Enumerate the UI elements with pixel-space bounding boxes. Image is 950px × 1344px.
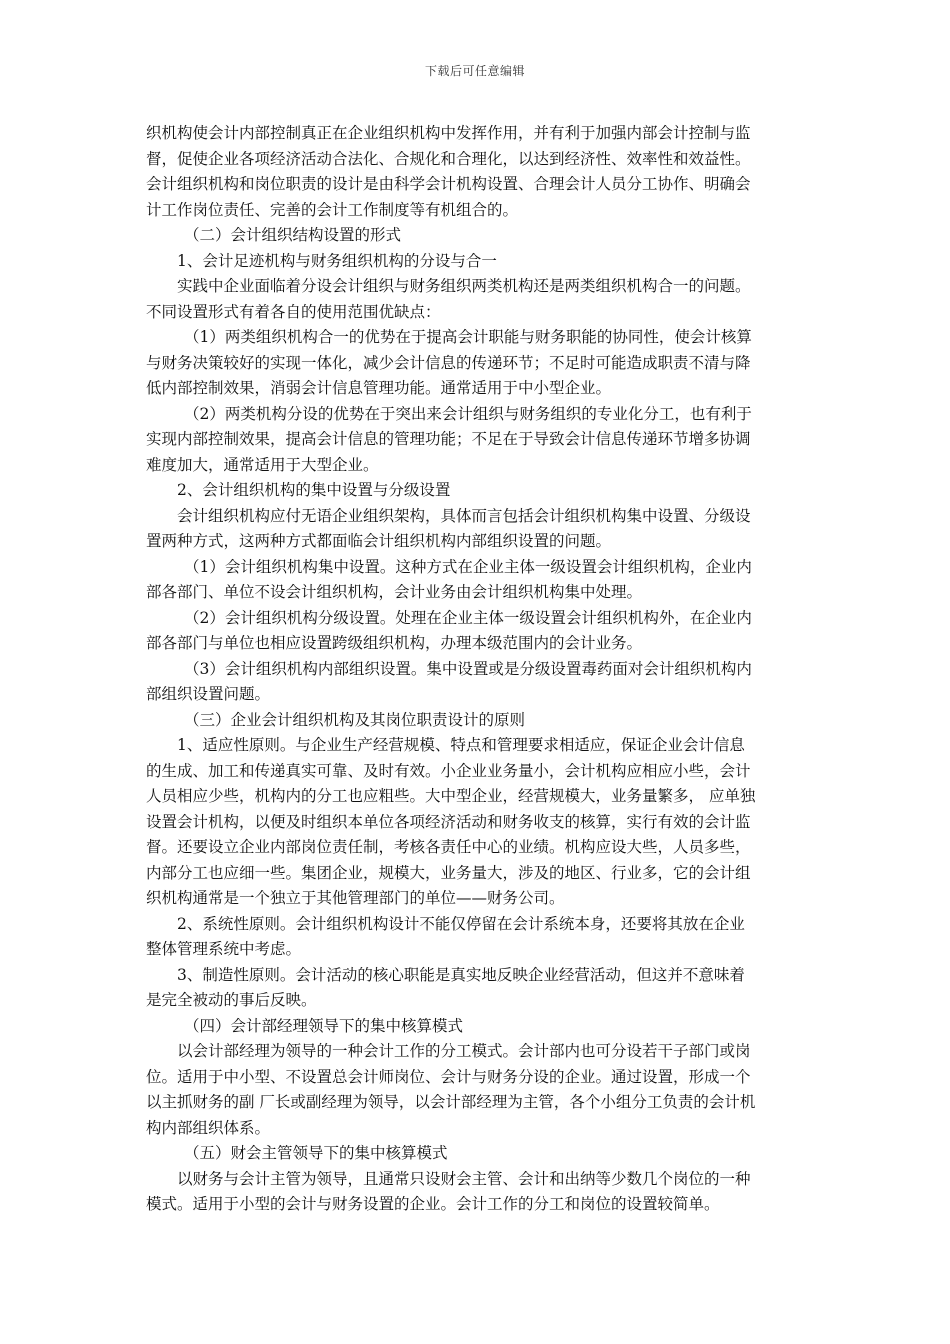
text-line: 2、系统性原则。会计组织机构设计不能仅停留在会计系统本身，还要将其放在企业: [177, 914, 745, 933]
text-line: 织机构使会计内部控制真正在企业组织机构中发挥作用，并有利于加强内部会计控制与监: [146, 124, 751, 142]
text-line: 2、会计组织机构的集中设置与分级设置: [177, 481, 451, 499]
text-line: （1）会计组织机构集中设置。这种方式在企业主体一级设置会计组织机构，企业内: [184, 557, 752, 576]
text-line: 低内部控制效果，消弱会计信息管理功能。通常适用于中小型企业。: [146, 379, 612, 397]
text-line: （3）会计组织机构内部组织设置。集中设置或是分级设置毒药面对会计组织机构内: [184, 659, 752, 678]
text-line: （2）会计组织机构分级设置。处理在企业主体一级设置会计组织机构外，在企业内: [184, 608, 752, 627]
text-line: 3、制造性原则。会计活动的核心职能是真实地反映企业经营活动，但这并不意味着: [177, 965, 745, 984]
text-line: 部各部门与单位也相应设置跨级组织机构，办理本级范围内的会计业务。: [146, 634, 643, 652]
text-line: 会计组织机构应付无语企业组织架构，具体而言包括会计组织机构集中设置、分级设: [177, 506, 751, 525]
text-line: 人员相应少些，机构内的分工也应粗些。大中型企业，经营规模大，业务量繁多， 应单独: [146, 787, 756, 805]
text-line: 实现内部控制效果，提高会计信息的管理功能；不足在于导致会计信息传递环节增多协调: [146, 430, 751, 448]
text-line: 以会计部经理为领导的一种会计工作的分工模式。会计部内也可分设若干子部门或岗: [177, 1042, 751, 1060]
text-line: 的生成、加工和传递真实可靠、及时有效。小企业业务量小，会计机构应相应小些，会计: [146, 761, 751, 780]
text-line: 计工作岗位责任、完善的会计工作制度等有机组合的。: [146, 200, 519, 219]
text-line: 模式。适用于小型的会计与财务设置的企业。会计工作的分工和岗位的设置较简单。: [146, 1195, 720, 1213]
text-line: （2）两类机构分设的优势在于突出来会计组织与财务组织的专业化分工，也有利于: [184, 404, 752, 423]
text-line: 不同设置形式有着各自的使用范围优缺点：: [146, 302, 441, 321]
text-line: 位。适用于中小型、不设置总会计师岗位、会计与财务分设的企业。通过设置，形成一个: [146, 1067, 751, 1086]
text-line: 以主抓财务的副 厂长或副经理为领导，以会计部经理为主管，各个小组分工负责的会计机: [146, 1093, 756, 1111]
text-line: （1）两类组织机构合一的优势在于提高会计职能与财务职能的协同性，使会计核算: [184, 328, 752, 346]
text-line: 织机构通常是一个独立于其他管理部门的单位——财务公司。: [146, 889, 565, 907]
text-line: 与财务决策较好的实现一体化，减少会计信息的传递环节；不足时可能造成职责不清与降: [146, 353, 751, 372]
page-header: 下载后可任意编辑: [424, 64, 525, 78]
text-line: （二）会计组织结构设置的形式: [184, 226, 402, 244]
text-line: 1、适应性原则。与企业生产经营规模、特点和管理要求相适应，保证企业会计信息: [177, 736, 745, 754]
text-line: 置两种方式，这两种方式都面临会计组织机构内部组织设置的问题。: [146, 532, 612, 550]
text-line: 实践中企业面临着分设会计组织与财务组织两类机构还是两类组织机构合一的问题。: [177, 277, 751, 295]
document-body: [146, 121, 807, 1218]
text-line: 1、会计足迹机构与财务组织机构的分设与合一: [177, 251, 497, 270]
text-line: 督。还要设立企业内部岗位责任制，考核各责任中心的业绩。机构应设大些，人员多些，: [146, 838, 751, 856]
text-line: 设置会计机构，以便及时组织本单位各项经济活动和财务收支的核算，实行有效的会计监: [146, 812, 751, 831]
text-line: （三）企业会计组织机构及其岗位职责设计的原则: [184, 710, 526, 729]
text-line: 整体管理系统中考虑。: [146, 940, 302, 958]
text-line: 构内部组织体系。: [146, 1118, 271, 1137]
text-line: 督，促使企业各项经济活动合法化、合规化和合理化，以达到经济性、效率性和效益性。: [146, 149, 751, 168]
text-line: 部组织设置问题。: [146, 685, 271, 703]
text-line: （四）会计部经理领导下的集中核算模式: [184, 1016, 464, 1035]
text-line: 以财务与会计主管为领导，且通常只设财会主管、会计和出纳等少数几个岗位的一种: [177, 1169, 751, 1188]
text-line: 是完全被动的事后反映。: [146, 991, 317, 1009]
text-line: 内部分工也应细一些。集团企业，规模大，业务量大，涉及的地区、行业多，它的会计组: [146, 863, 751, 882]
text-line: 会计组织机构和岗位职责的设计是由科学会计机构设置、合理会计人员分工协作、明确会: [146, 175, 751, 193]
text-line: 部各部门、单位不设会计组织机构，会计业务由会计组织机构集中处理。: [146, 583, 643, 601]
text-line: 难度加大，通常适用于大型企业。: [146, 455, 379, 474]
text-line: （五）财会主管领导下的集中核算模式: [184, 1144, 448, 1162]
